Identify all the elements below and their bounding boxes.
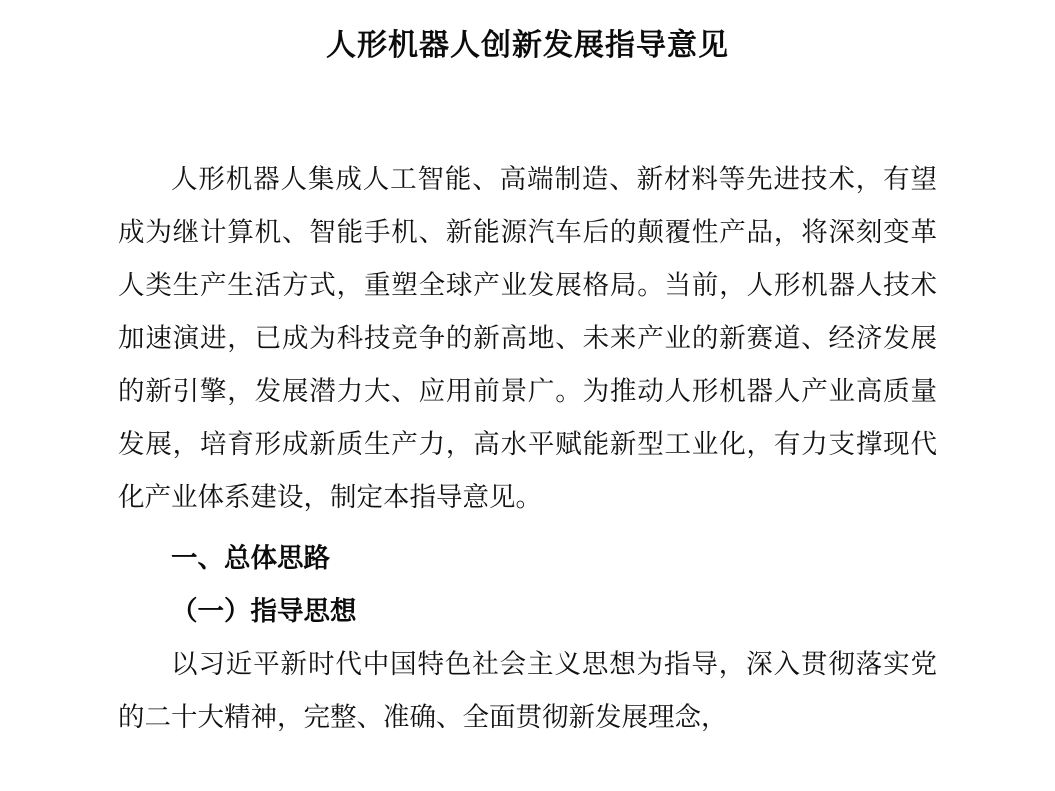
page-title: 人形机器人创新发展指导意见 — [326, 28, 729, 63]
subsection-heading-guiding-ideology: （一）指导思想 — [171, 596, 357, 627]
section-heading-overall-approach: 一、总体思路 — [171, 543, 330, 574]
paragraph-guiding-ideology: 以习近平新时代中国特色社会主义思想为指导，深入贯彻落实党的二十大精神，完整、准确、全面贯彻新发展理念， — [118, 649, 937, 733]
document-body — [118, 153, 937, 744]
paragraph-intro: 人形机器人集成人工智能、高端制造、新材料等先进技术，有望成为继计算机、智能手机、新能源汽车后的颠覆性产品，将深刻变革人类生产生活方式，重塑全球产业发展格局。当前，人形机器人技术加速演进，已成为科技竞争的新高地、未来产业的新赛道、经济发展的新引擎，发展潜力大、应用前景广。为推动人形机器人产业高质量发展，培育形成新质生产力，高水平赋能新型工业化，有力支撑现代化产业体系建设，制定本指导意见。 — [118, 164, 937, 513]
